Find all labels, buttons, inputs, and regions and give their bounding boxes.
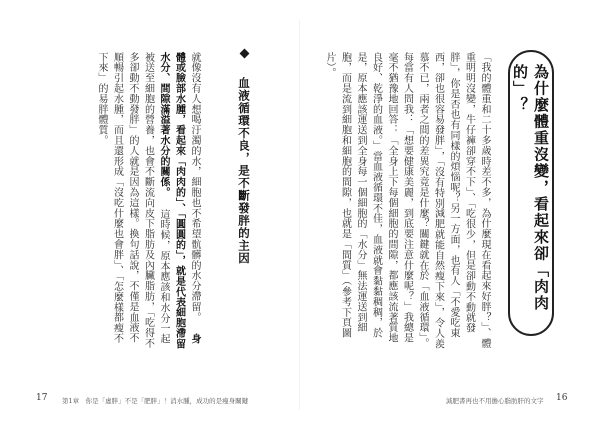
left-page-body: [62, 52, 202, 352]
left-body-rest: 這時候，原本應該和水分一起被送至細胞的營養，也會不斷流向皮下脂肪及內臟脂肪，「吃得不多卻動不動發胖」的人就是因為這樣。換句話說，不僅是血液不順暢引起水腫，而且還形成「沒吃什麼也會胖」、「怎麼樣都瘦不下來」的易胖體質。: [96, 52, 169, 349]
left-body-emphasis: 身體或臉部水腫，看起來「肉肉的」、「圓圓的」，就是代表細胞滯留水分、間隙滿溢著水分的關係。: [158, 52, 200, 349]
left-page-footer: 第1章 你是「虛胖」不是「肥胖」！消水腫，成功的是瘦身關鍵: [62, 397, 249, 405]
chapter-title: 為什麼體重沒變，看起來卻「肉肉的」？: [511, 64, 550, 312]
section-heading-text: 血液循環不良，是不斷發胖的主因: [237, 77, 251, 265]
left-body-intro: 就像沒有人想喝汙濁的水，細胞也不希望骯髒的水分滯留。: [189, 52, 200, 323]
page-gutter: [299, 20, 300, 410]
section-heading: [236, 50, 252, 265]
right-page-number: 16: [556, 393, 568, 403]
right-page-footer: 減肥書再也不用擔心脂肪肝的文字: [446, 397, 544, 405]
right-page-body: 「我的體重和二十多歲時差不多，為什麼現在看起來好胖？」、體重明明沒變，牛仔褲卻穿不下」、「吃很少，但是卻動不動就發胖」，你是否也有同樣的煩惱呢？另一方面，也有人「不愛吃東西，卻也很容易發胖」，「沒有特別減肥就能自然瘦下來」，令人羨慕不已，兩者之間的差異究竟是什麼？關鍵就在於「血液循環」。每當有人問我：「想要健康美麗，到底要注意什麼呢？」我總是毫不猶豫地回答：「全身上下每個細胞的間隙，都應該流著質地良好、乾淨的血液。」當血液循環不佳，血液就會黏黏稠稠，於是，原本應該運送到全身每一個細胞的「水分」無法運送到細胞，而是流到細胞和細胞的間隙，也就是「間質」（參考下頁圖片）。: [324, 52, 490, 349]
left-page-number: 17: [36, 393, 48, 403]
chapter-title-box: [508, 50, 554, 336]
diamond-bullet-icon: [239, 49, 249, 59]
